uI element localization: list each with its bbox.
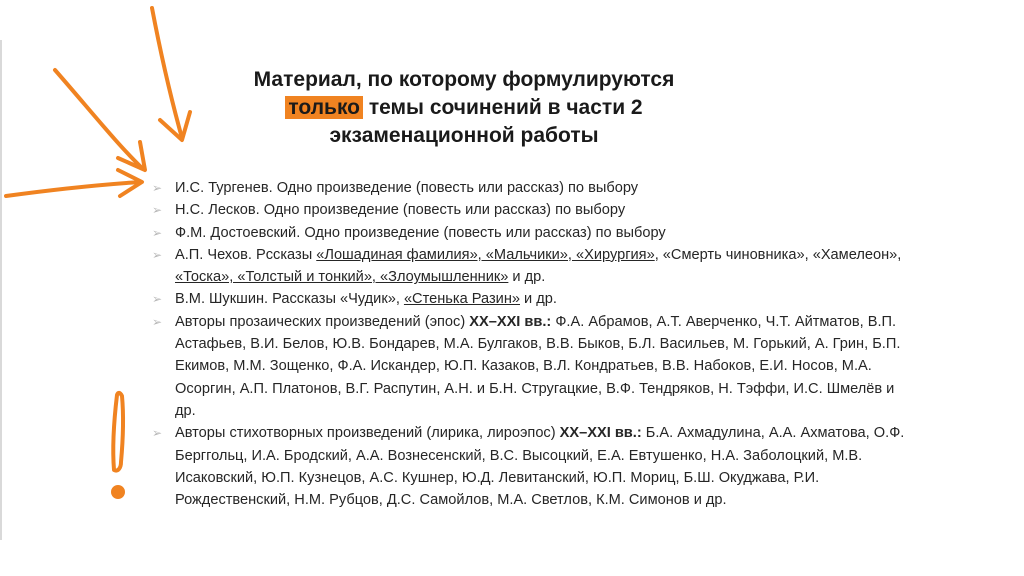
chekhov-suffix: и др. <box>508 269 546 286</box>
list-item <box>150 222 910 244</box>
chekhov-titles-1: «Лошадиная фамилия», «Мальчики», «Хирургия» <box>316 246 655 263</box>
prose-prefix: Авторы прозаических произведений (эпос) <box>175 313 470 330</box>
shukshin-suffix: и др. <box>520 291 557 308</box>
poetry-period: XX–XXI вв.: <box>559 425 642 442</box>
list-item-text: И.С. Тургенев. Одно произведение (повесть или рассказ) по выбору <box>175 180 639 196</box>
list-item <box>150 244 910 289</box>
arrow-bullet-icon: ➢ <box>152 225 163 240</box>
list-item-text <box>175 425 904 508</box>
arrow-bullet-icon: ➢ <box>152 203 163 218</box>
arrow-bullet-icon: ➢ <box>152 426 163 441</box>
prose-period: XX–XXI вв.: <box>469 313 552 330</box>
arrow-bullet-icon: ➢ <box>152 181 163 195</box>
left-divider <box>0 40 2 540</box>
list-item-text: Н.С. Лесков. Одно произведение (повесть или рассказ) по выбору <box>175 202 626 219</box>
title-highlight: только <box>285 96 363 119</box>
title-line-2-rest: темы сочинений в части 2 <box>363 96 643 119</box>
title-line-2 <box>180 94 748 122</box>
chekhov-prefix: А.П. Чехов. Рссказы <box>175 246 317 263</box>
exclamation-icon <box>113 393 123 497</box>
list-item <box>150 177 910 199</box>
arrow-icon <box>6 170 142 196</box>
authors-list <box>150 177 910 511</box>
list-item-text <box>175 314 900 419</box>
list-item <box>150 199 910 221</box>
title-line-3: экзаменационной работы <box>329 124 599 147</box>
chekhov-titles-2: «Тоска», «Толстый и тонкий», «Злоумышленник» <box>175 269 509 286</box>
list-item <box>150 422 910 511</box>
title-line-1: Материал, по которому формулируются <box>253 68 675 91</box>
shukshin-title: «Стенька Разин» <box>403 291 520 308</box>
arrow-bullet-icon: ➢ <box>152 247 163 262</box>
list-item-text: Ф.М. Достоевский. Одно произведение (повесть или рассказ) по выбору <box>175 224 666 241</box>
poetry-authors: Б.А. Ахмадулина, А.А. Ахматова, О.Ф. Берггольц, И.А. Бродский, А.А. Вознесенский, В.С. Высоцкий, Е.А. Евтушенко, Н.А. Заболоцкий, М.В. Исаковский, Ю.П. Кузнецов, А.С. Кушнер, Ю.Д. Левитанский, Ю.П. Мориц, Б.Ш. Окуджава, Р.И. Рождественский, Н.М. Рубцов, Д.С. Самойлов, М.А. Светлов, К.М. Симонов и др. <box>175 425 905 509</box>
list-item <box>150 288 910 310</box>
prose-authors: Ф.А. Абрамов, А.Т. Аверченко, Ч.Т. Айтматов, В.П. Астафьев, В.И. Белов, Ю.В. Бондарев, М.А. Булгаков, В.В. Быков, Б.Л. Васильев, М. Горький, А. Грин, Б.П. Екимов, М.М. Зощенко, Ф.А. Искандер, Ю.П. Казаков, В.Л. Кондратьев, В.В. Набоков, Е.И. Носов, М.А. Осоргин, А.П. Платонов, В.Г. Распутин, А.Н. и Б.Н. Стругацкие, В.Ф. Тендряков, Н. Тэффи, И.С. Шмелёв и др. <box>175 313 901 419</box>
poetry-prefix: Авторы стихотворных произведений (лирика, лироэпос) <box>175 425 560 442</box>
shukshin-prefix: В.М. Шукшин. Рассказы «Чудик», <box>175 291 404 308</box>
arrow-icon <box>55 70 145 170</box>
list-item-text <box>175 291 557 307</box>
arrow-bullet-icon: ➢ <box>152 292 163 307</box>
slide-title <box>180 66 748 150</box>
arrow-bullet-icon: ➢ <box>152 314 163 329</box>
list-item <box>150 311 910 422</box>
list-item-text <box>175 247 901 285</box>
chekhov-titles-plain: , «Смерть чиновника», «Хамелеон», <box>654 246 902 263</box>
